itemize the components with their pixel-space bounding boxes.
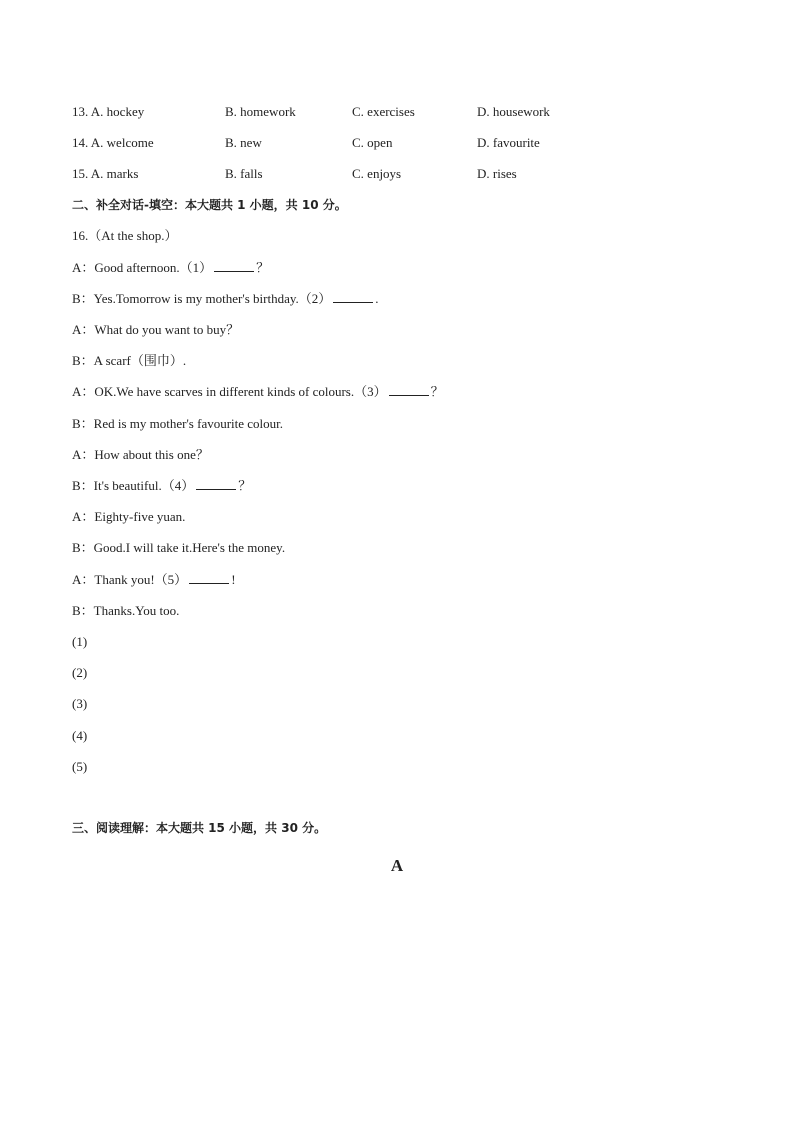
question-13-options bbox=[72, 102, 632, 122]
option-b: B. falls bbox=[225, 166, 263, 181]
dialogue-line: A：Good afternoon.（1） ？ bbox=[72, 260, 270, 275]
section-2-heading: 二、补全对话-填空：本大题共 1 小题，共 10 分。 bbox=[72, 198, 347, 212]
answer-line-4: (4) bbox=[72, 728, 88, 743]
dialogue-line: B：It's beautiful.（4） ？ bbox=[72, 478, 252, 493]
answer-line-3: (3) bbox=[72, 696, 88, 711]
option-a: 14. A. welcome bbox=[72, 135, 154, 150]
answer-blank bbox=[389, 383, 429, 396]
option-a: 13. A. hockey bbox=[72, 104, 145, 119]
option-b: B. homework bbox=[225, 104, 296, 119]
question-16-title: 16.（At the shop.） bbox=[72, 228, 178, 243]
option-c: C. open bbox=[352, 135, 393, 150]
answer-blank bbox=[189, 571, 229, 584]
question-14-options bbox=[72, 133, 632, 153]
dialogue-line: A：Thank you!（5） ! bbox=[72, 572, 236, 587]
dialogue-line: B：Yes.Tomorrow is my mother's birthday.（2） . bbox=[72, 291, 379, 306]
answer-line-5: (5) bbox=[72, 759, 88, 774]
answer-line-1: (1) bbox=[72, 634, 88, 649]
option-c: C. exercises bbox=[352, 104, 415, 119]
option-c: C. enjoys bbox=[352, 166, 402, 181]
answer-line-2: (2) bbox=[72, 665, 88, 680]
question-15-options bbox=[72, 164, 632, 184]
answer-blank bbox=[333, 290, 373, 303]
dialogue-line: A：What do you want to buy？ bbox=[72, 322, 240, 337]
option-d: D. housework bbox=[477, 104, 550, 119]
dialogue-line: A：How about this one？ bbox=[72, 447, 209, 462]
option-b: B. new bbox=[225, 135, 262, 150]
dialogue-line: A：OK.We have scarves in different kinds of colours.（3） ？ bbox=[72, 384, 444, 399]
answer-blank bbox=[214, 259, 254, 272]
dialogue-line: B：A scarf（围巾）. bbox=[72, 353, 187, 368]
passage-label: A bbox=[390, 856, 404, 875]
option-d: D. favourite bbox=[477, 135, 540, 150]
dialogue-line: B：Red is my mother's favourite colour. bbox=[72, 416, 284, 431]
dialogue-line: B：Thanks.You too. bbox=[72, 603, 180, 618]
option-a: 15. A. marks bbox=[72, 166, 139, 181]
section-3-heading: 三、阅读理解：本大题共 15 小题，共 30 分。 bbox=[72, 821, 327, 835]
dialogue-line: B：Good.I will take it.Here's the money. bbox=[72, 540, 286, 555]
option-d: D. rises bbox=[477, 166, 517, 181]
dialogue-line: A：Eighty-five yuan. bbox=[72, 509, 186, 524]
answer-blank bbox=[196, 477, 236, 490]
